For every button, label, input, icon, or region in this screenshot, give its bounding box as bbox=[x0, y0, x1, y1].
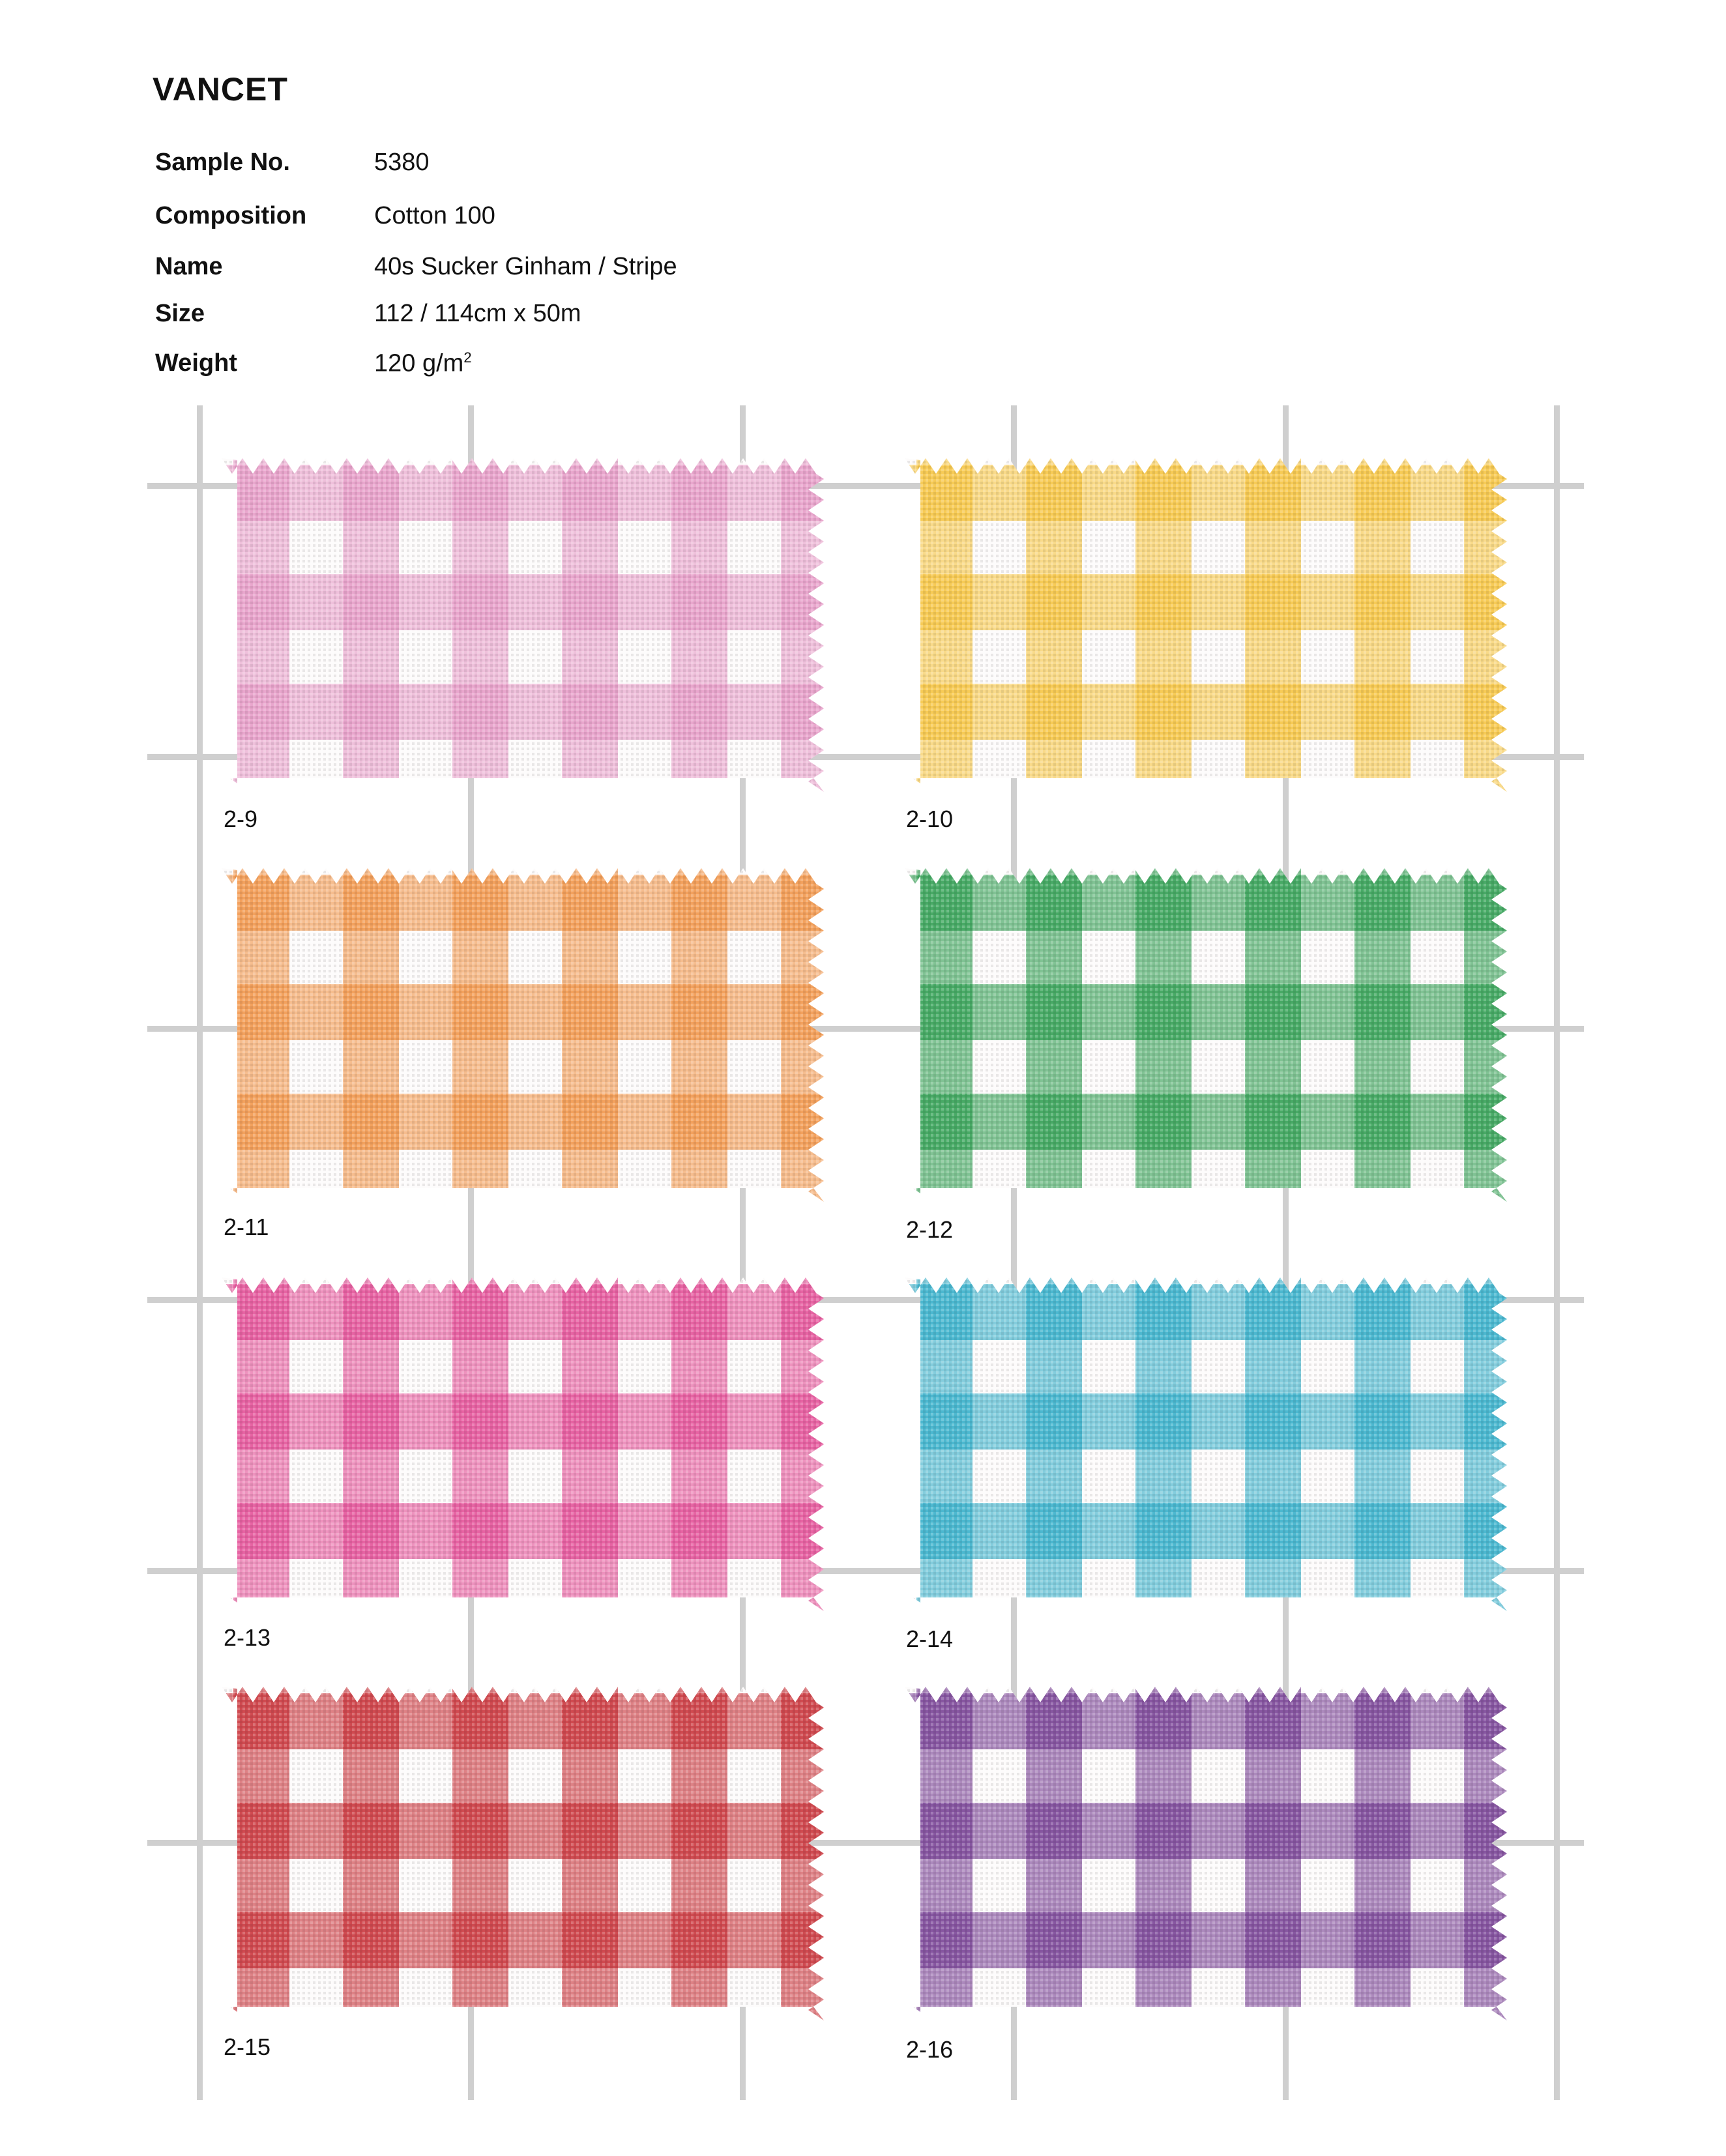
fabric-swatch[interactable] bbox=[905, 1277, 1507, 1613]
pink-gingham-fabric-swatch bbox=[222, 458, 824, 794]
yellow-gingham-fabric-swatch bbox=[905, 458, 1507, 794]
swatch-code: 2-16 bbox=[906, 2036, 954, 2063]
spec-value: 112 / 114cm x 50m bbox=[374, 300, 581, 327]
cyan-gingham-fabric-swatch bbox=[905, 1277, 1507, 1613]
swatch-code: 2-13 bbox=[224, 1624, 271, 1651]
spec-value bbox=[374, 349, 472, 378]
spec-value: 5380 bbox=[374, 149, 430, 176]
swatch-code: 2-14 bbox=[906, 1625, 954, 1652]
red-gingham-fabric-swatch bbox=[222, 1687, 824, 2022]
orange-gingham-fabric-swatch bbox=[222, 868, 824, 1204]
spec-value: Cotton 100 bbox=[374, 202, 495, 229]
weight-value: 120 g/m bbox=[374, 349, 464, 377]
spec-label: Weight bbox=[155, 349, 237, 377]
fabric-swatch[interactable] bbox=[222, 1687, 824, 2022]
swatch-code: 2-12 bbox=[906, 1216, 954, 1243]
fabric-swatch[interactable] bbox=[222, 458, 824, 794]
spec-label: Composition bbox=[155, 202, 307, 229]
weight-unit-superscript: 2 bbox=[463, 349, 472, 366]
grid-line bbox=[1554, 405, 1560, 2100]
fabric-swatch[interactable] bbox=[222, 868, 824, 1204]
spec-label: Sample No. bbox=[155, 149, 290, 176]
green-gingham-fabric-swatch bbox=[905, 868, 1507, 1204]
swatch-code: 2-15 bbox=[224, 2033, 271, 2060]
fabric-swatch[interactable] bbox=[905, 458, 1507, 794]
swatch-code: 2-10 bbox=[906, 806, 954, 832]
fabric-swatch[interactable] bbox=[905, 1687, 1507, 2022]
fabric-swatch[interactable] bbox=[905, 868, 1507, 1204]
grid-line bbox=[197, 405, 203, 2100]
purple-gingham-fabric-swatch bbox=[905, 1687, 1507, 2022]
swatch-code: 2-9 bbox=[224, 806, 258, 832]
magenta-gingham-fabric-swatch bbox=[222, 1277, 824, 1613]
swatch-code: 2-11 bbox=[224, 1214, 269, 1240]
spec-label: Name bbox=[155, 253, 223, 280]
brand-title: VANCET bbox=[153, 71, 288, 108]
fabric-swatch[interactable] bbox=[222, 1277, 824, 1613]
spec-label: Size bbox=[155, 300, 205, 327]
spec-value: 40s Sucker Ginham / Stripe bbox=[374, 253, 677, 280]
